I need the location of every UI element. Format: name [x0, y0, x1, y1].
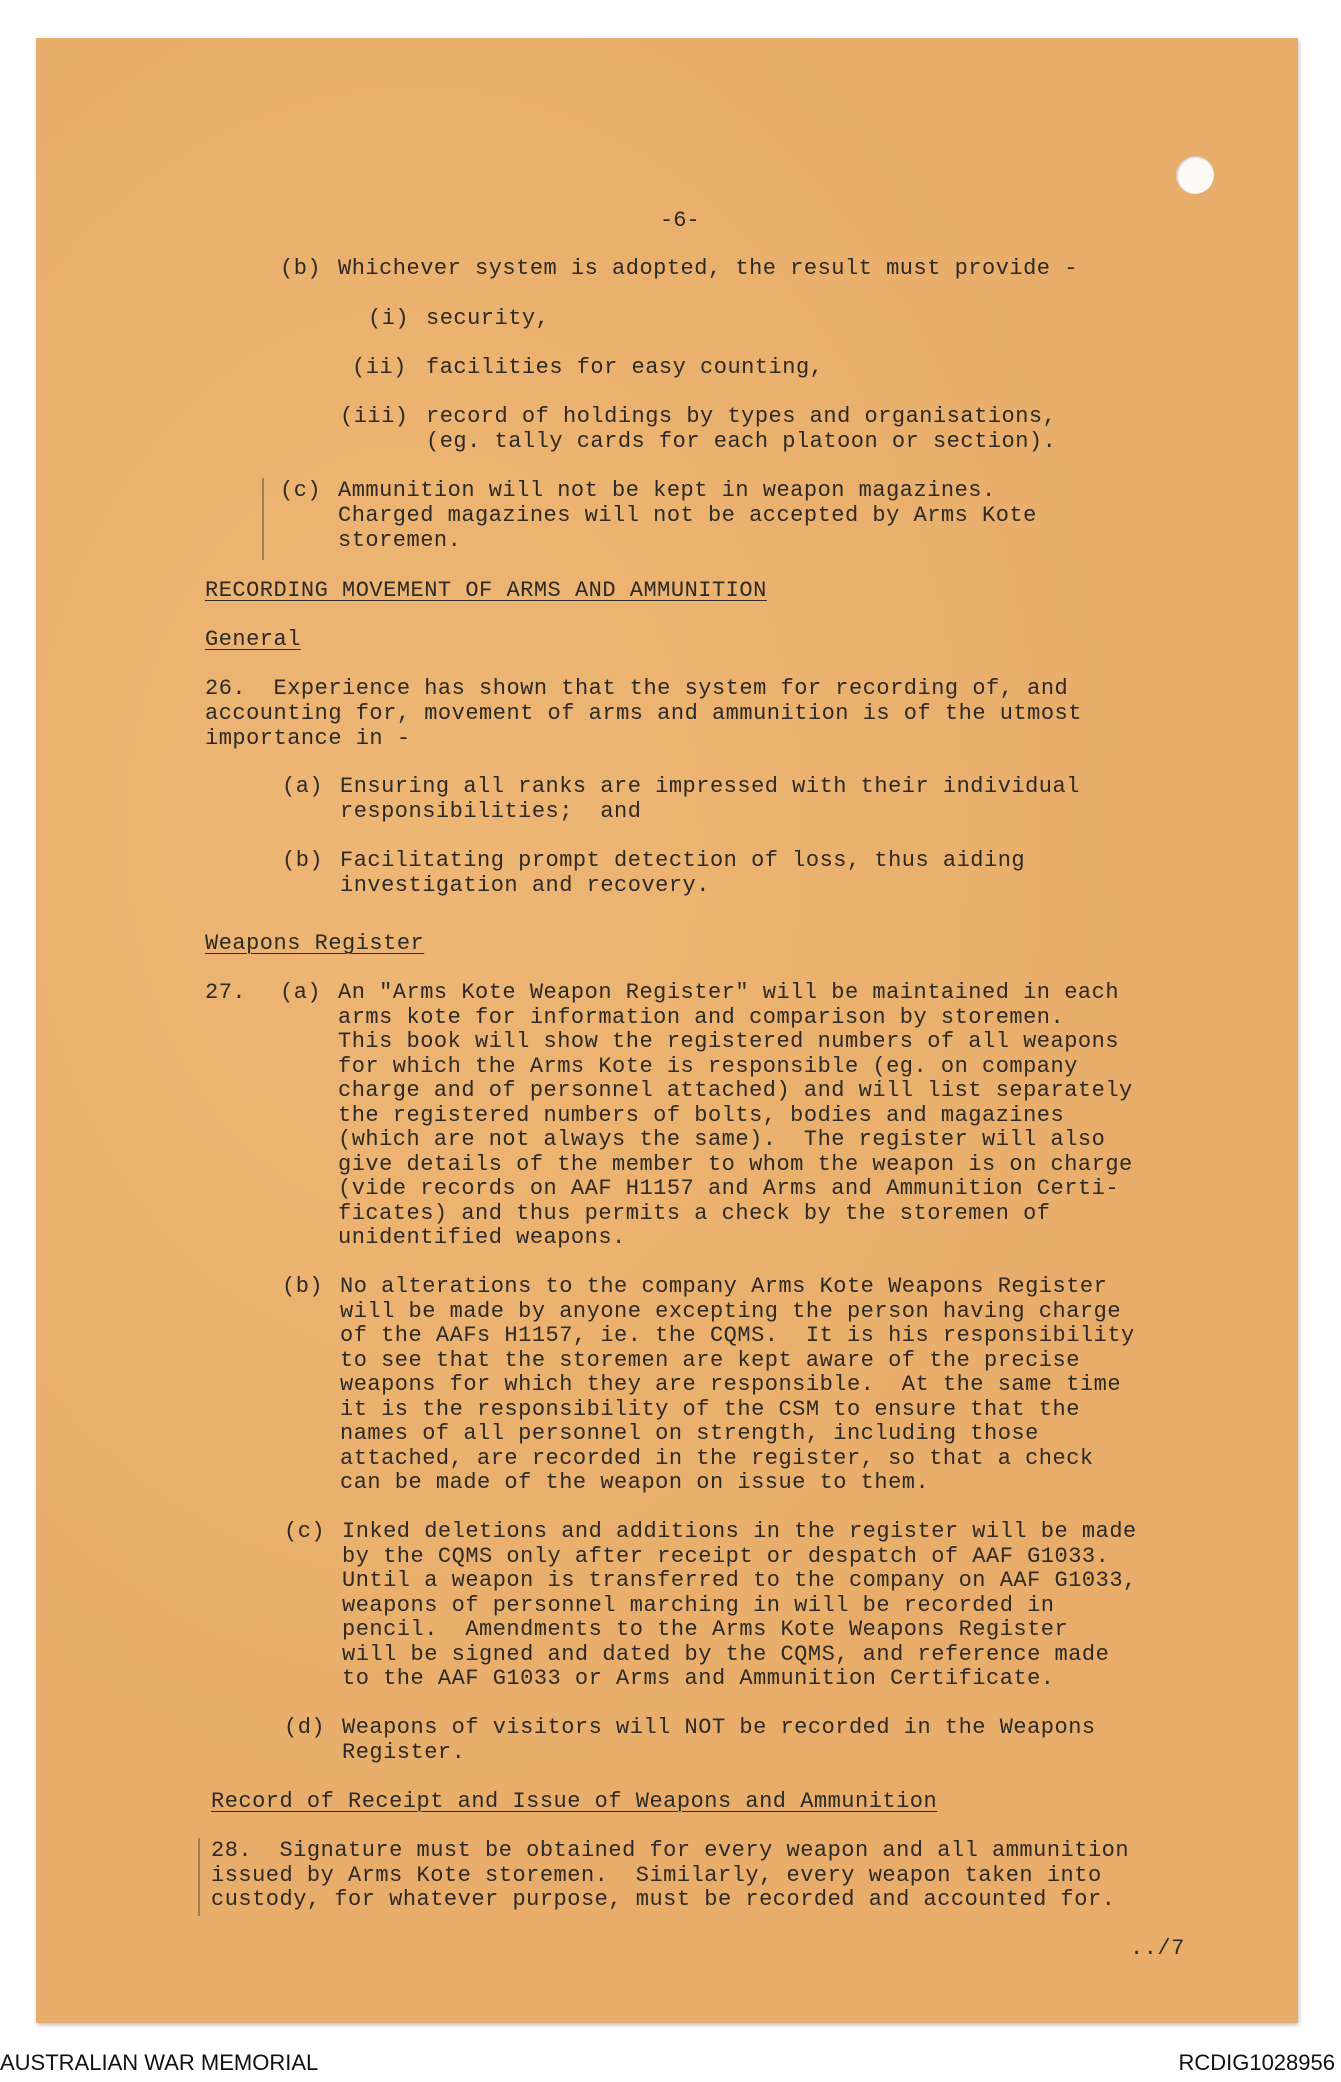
para-27-b-line-1: No alterations to the company Arms Kote Weapons Register	[340, 1274, 1108, 1299]
para-27-a-line-6: the registered numbers of bolts, bodies and magazines	[338, 1103, 1065, 1128]
para-27-c-line-3: Until a weapon is transferred to the company on AAF G1033,	[342, 1568, 1137, 1593]
para-27-a-line-3: This book will show the registered numbers of all weapons	[338, 1029, 1120, 1054]
para-27-a-line-8: give details of the member to whom the weapon is on charge	[338, 1152, 1133, 1177]
para-26-line-3: importance in -	[205, 726, 411, 751]
para-26-b-line-2: investigation and recovery.	[340, 873, 710, 898]
para-27-a-line-5: charge and of personnel attached) and will list separately	[338, 1078, 1133, 1103]
para-27-a-line-11: unidentified weapons.	[338, 1225, 626, 1250]
para-26-a-line-1: Ensuring all ranks are impressed with their individual	[340, 774, 1080, 799]
para-27-a-line-4: for which the Arms Kote is responsible (eg. on company	[338, 1054, 1078, 1079]
para-28-line-3: custody, for whatever purpose, must be recorded and accounted for.	[211, 1887, 1116, 1912]
para-27-d-line-1: Weapons of visitors will NOT be recorded in the Weapons	[342, 1715, 1096, 1740]
para-27-b-line-5: weapons for which they are responsible. At the same time	[340, 1372, 1122, 1397]
item-c-line-1: Ammunition will not be kept in weapon magazines.	[338, 478, 996, 503]
heading-weapons-register: Weapons Register	[205, 931, 425, 956]
para-27-a-line-9: (vide records on AAF H1157 and Arms and Ammunition Certi-	[338, 1176, 1120, 1201]
para-27-d-label: (d)	[284, 1715, 326, 1740]
para-26-line-2: accounting for, movement of arms and ammunition is of the utmost	[205, 701, 1082, 726]
para-26-b-line-1: Facilitating prompt detection of loss, thus aiding	[340, 848, 1026, 873]
point-ii-label: (ii)	[352, 355, 407, 380]
point-i-text: security,	[426, 306, 550, 331]
para-27-a-line-1: An "Arms Kote Weapon Register" will be maintained in each	[338, 980, 1120, 1005]
para-28-line-1: 28. Signature must be obtained for every weapon and all ammunition	[211, 1838, 1130, 1863]
para-28-line-2: issued by Arms Kote storemen. Similarly, every weapon taken into	[211, 1863, 1102, 1888]
item-b-text: Whichever system is adopted, the result must provide -	[338, 256, 1078, 281]
point-iii-label: (iii)	[340, 404, 409, 429]
para-27-b-label: (b)	[282, 1274, 324, 1299]
para-27-c-line-6: will be signed and dated by the CQMS, and reference made	[342, 1642, 1110, 1667]
para-27-b-line-6: it is the responsibility of the CSM to ensure that the	[340, 1397, 1080, 1422]
point-ii-text: facilities for easy counting,	[426, 355, 824, 380]
para-27-c-line-1: Inked deletions and additions in the register will be made	[342, 1519, 1137, 1544]
item-b-label: (b)	[280, 256, 322, 281]
para-26-a-label: (a)	[282, 774, 324, 799]
margin-mark	[198, 1838, 200, 1916]
para-27-a-line-2: arms kote for information and comparison by storemen.	[338, 1005, 1065, 1030]
item-c-line-2: Charged magazines will not be accepted by Arms Kote	[338, 503, 1037, 528]
item-c-label: (c)	[280, 478, 322, 503]
para-27-d-line-2: Register.	[342, 1740, 466, 1765]
para-27-b-line-7: names of all personnel on strength, including those	[340, 1421, 1039, 1446]
point-iii-line-1: record of holdings by types and organisations,	[426, 404, 1057, 429]
para-27-c-line-7: to the AAF G1033 or Arms and Ammunition Certificate.	[342, 1666, 1055, 1691]
point-iii-line-2: (eg. tally cards for each platoon or section).	[426, 429, 1057, 454]
punch-hole	[1176, 156, 1214, 194]
para-27-b-line-8: attached, are recorded in the register, so that a check	[340, 1446, 1094, 1471]
para-27-a-label: (a)	[280, 980, 322, 1005]
para-27-c-line-4: weapons of personnel marching in will be recorded in	[342, 1593, 1055, 1618]
para-27-b-line-3: of the AAFs H1157, ie. the CQMS. It is his responsibility	[340, 1323, 1135, 1348]
heading-record-of-receipt: Record of Receipt and Issue of Weapons and Ammunition	[211, 1789, 938, 1814]
footer-record-id: RCDIG1028956	[1178, 2050, 1335, 2075]
para-27-a-line-10: ficates) and thus permits a check by the storemen of	[338, 1201, 1051, 1226]
footer-archive-name: AUSTRALIAN WAR MEMORIAL	[0, 2050, 319, 2075]
para-27-number: 27.	[205, 980, 247, 1005]
para-27-a-line-7: (which are not always the same). The register will also	[338, 1127, 1106, 1152]
para-27-b-line-4: to see that the storemen are kept aware of the precise	[340, 1348, 1080, 1373]
heading-general: General	[205, 627, 301, 652]
para-26-a-line-2: responsibilities; and	[340, 799, 642, 824]
point-i-label: (i)	[368, 306, 410, 331]
para-27-b-line-2: will be made by anyone excepting the person having charge	[340, 1299, 1122, 1324]
page-number: -6-	[660, 208, 700, 233]
para-27-b-line-9: can be made of the weapon on issue to them.	[340, 1470, 930, 1495]
margin-mark	[262, 478, 264, 560]
item-c-line-3: storemen.	[338, 528, 462, 553]
continuation-marker: ../7	[1130, 1936, 1185, 1961]
para-27-c-line-5: pencil. Amendments to the Arms Kote Weapons Register	[342, 1617, 1069, 1642]
para-26-b-label: (b)	[282, 848, 324, 873]
para-27-c-line-2: by the CQMS only after receipt or despatch of AAF G1033.	[342, 1544, 1110, 1569]
para-26-line-1: 26. Experience has shown that the system for recording of, and	[205, 676, 1069, 701]
heading-recording-movement: RECORDING MOVEMENT OF ARMS AND AMMUNITION	[205, 578, 767, 603]
para-27-c-label: (c)	[284, 1519, 326, 1544]
